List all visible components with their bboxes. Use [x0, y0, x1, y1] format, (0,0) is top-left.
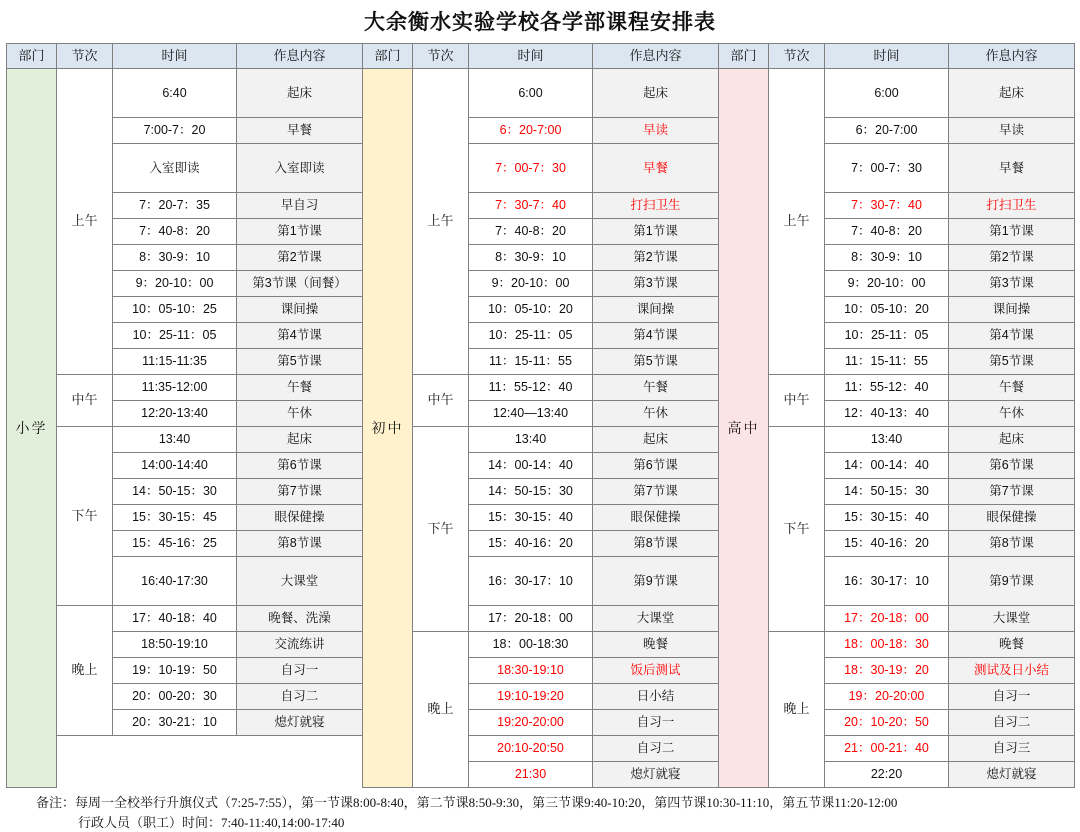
time-cell: 14：00-14：40 [469, 453, 593, 479]
content-cell: 自习一 [949, 684, 1075, 710]
time-cell: 19：10-19：50 [113, 658, 237, 684]
table-row [7, 193, 1075, 219]
content-cell: 第4节课 [593, 323, 719, 349]
time-cell: 7：00-7：30 [469, 144, 593, 193]
notes-line-2: 行政人员（职工）时间：7:40-11:40,14:00-17:40 [36, 813, 1074, 832]
content-cell: 第4节课 [237, 323, 363, 349]
time-cell: 7：30-7：40 [469, 193, 593, 219]
time-cell: 11:35-12:00 [113, 375, 237, 401]
table-header [7, 44, 1075, 69]
header-time-primary: 时间 [113, 44, 237, 69]
table-row [7, 736, 1075, 762]
content-cell: 熄灯就寝 [949, 762, 1075, 788]
content-cell: 自习二 [237, 684, 363, 710]
time-cell: 18:50-19:10 [113, 632, 237, 658]
content-cell: 自习二 [949, 710, 1075, 736]
time-cell: 17：20-18：00 [469, 606, 593, 632]
header-dept-middle: 部门 [363, 44, 413, 69]
content-cell: 第9节课 [949, 557, 1075, 606]
time-cell: 13:40 [825, 427, 949, 453]
time-cell: 21：00-21：40 [825, 736, 949, 762]
period-cell: 上午 [769, 69, 825, 375]
time-cell: 17：20-18：00 [825, 606, 949, 632]
time-cell: 14：00-14：40 [825, 453, 949, 479]
content-cell: 午餐 [237, 375, 363, 401]
content-cell: 第2节课 [237, 245, 363, 271]
table-row [7, 453, 1075, 479]
time-cell: 6:00 [469, 69, 593, 118]
content-cell: 熄灯就寝 [593, 762, 719, 788]
time-cell: 入室即读 [113, 144, 237, 193]
time-cell: 22:20 [825, 762, 949, 788]
content-cell: 午休 [237, 401, 363, 427]
time-cell: 7:00-7：20 [113, 118, 237, 144]
content-cell: 晚餐 [949, 632, 1075, 658]
time-cell: 10：25-11：05 [469, 323, 593, 349]
time-cell: 10：05-10：20 [469, 297, 593, 323]
table-row [7, 710, 1075, 736]
time-cell: 8：30-9：10 [113, 245, 237, 271]
dept-label: 初中 [372, 420, 404, 436]
content-cell: 熄灯就寝 [237, 710, 363, 736]
content-cell: 第6节课 [593, 453, 719, 479]
time-cell: 20：00-20：30 [113, 684, 237, 710]
time-cell: 15：30-15：45 [113, 505, 237, 531]
content-cell: 眼保健操 [593, 505, 719, 531]
time-cell: 9：20-10：00 [469, 271, 593, 297]
content-cell: 早自习 [237, 193, 363, 219]
time-cell: 10：05-10：20 [825, 297, 949, 323]
period-cell: 下午 [413, 427, 469, 632]
time-cell: 11：15-11：55 [469, 349, 593, 375]
content-cell: 第3节课 [949, 271, 1075, 297]
content-cell: 课间操 [949, 297, 1075, 323]
header-row [7, 44, 1075, 69]
table-row [7, 531, 1075, 557]
period-cell: 下午 [57, 427, 113, 606]
content-cell: 第2节课 [593, 245, 719, 271]
content-cell: 第6节课 [949, 453, 1075, 479]
time-cell: 15：30-15：40 [825, 505, 949, 531]
dept-label: 高中 [728, 420, 760, 436]
period-cell: 中午 [769, 375, 825, 427]
content-cell: 眼保健操 [237, 505, 363, 531]
content-cell: 第1节课 [593, 219, 719, 245]
time-cell: 12：40-13：40 [825, 401, 949, 427]
time-cell: 12:20-13:40 [113, 401, 237, 427]
schedule-table [6, 43, 1075, 788]
time-cell: 6：20-7:00 [825, 118, 949, 144]
time-cell: 10：05-10：25 [113, 297, 237, 323]
time-cell: 11：15-11：55 [825, 349, 949, 375]
table-row [7, 144, 1075, 193]
content-cell: 课间操 [593, 297, 719, 323]
time-cell: 21:30 [469, 762, 593, 788]
table-row [7, 118, 1075, 144]
time-cell: 18：30-19：20 [825, 658, 949, 684]
content-cell: 起床 [593, 427, 719, 453]
table-row [7, 427, 1075, 453]
time-cell: 6:00 [825, 69, 949, 118]
content-cell: 自习三 [949, 736, 1075, 762]
header-period-high: 节次 [769, 44, 825, 69]
content-cell: 日小结 [593, 684, 719, 710]
time-cell: 13:40 [113, 427, 237, 453]
content-cell: 午餐 [593, 375, 719, 401]
content-cell: 早餐 [593, 144, 719, 193]
dept-cell [363, 69, 413, 788]
content-cell: 第7节课 [949, 479, 1075, 505]
content-cell: 大课堂 [593, 606, 719, 632]
time-cell: 6：20-7:00 [469, 118, 593, 144]
content-cell: 交流练讲 [237, 632, 363, 658]
content-cell: 第3节课（间餐） [237, 271, 363, 297]
table-row [7, 349, 1075, 375]
content-cell: 第8节课 [593, 531, 719, 557]
table-row [7, 479, 1075, 505]
time-cell: 15：40-16：20 [469, 531, 593, 557]
time-cell: 11：55-12：40 [825, 375, 949, 401]
time-cell: 9：20-10：00 [825, 271, 949, 297]
period-cell: 中午 [413, 375, 469, 427]
table-row [7, 245, 1075, 271]
content-cell: 第3节课 [593, 271, 719, 297]
content-cell: 第9节课 [593, 557, 719, 606]
content-cell: 第5节课 [949, 349, 1075, 375]
header-content-primary: 作息内容 [237, 44, 363, 69]
time-cell: 15：45-16：25 [113, 531, 237, 557]
content-cell: 第4节课 [949, 323, 1075, 349]
time-cell: 15：30-15：40 [469, 505, 593, 531]
content-cell: 第7节课 [237, 479, 363, 505]
time-cell: 18:30-19:10 [469, 658, 593, 684]
dept-cell [7, 69, 57, 788]
content-cell: 午休 [949, 401, 1075, 427]
content-cell: 课间操 [237, 297, 363, 323]
time-cell: 11：55-12：40 [469, 375, 593, 401]
period-cell: 上午 [57, 69, 113, 375]
content-cell: 第5节课 [237, 349, 363, 375]
content-cell: 起床 [949, 69, 1075, 118]
table-row [7, 297, 1075, 323]
time-cell: 14：50-15：30 [469, 479, 593, 505]
time-cell: 18：00-18:30 [469, 632, 593, 658]
header-content-high: 作息内容 [949, 44, 1075, 69]
empty-cell [57, 736, 363, 762]
content-cell: 第8节课 [949, 531, 1075, 557]
content-cell: 入室即读 [237, 144, 363, 193]
table-row [7, 69, 1075, 118]
time-cell: 19：20-20:00 [825, 684, 949, 710]
header-time-high: 时间 [825, 44, 949, 69]
content-cell: 打扫卫生 [593, 193, 719, 219]
content-cell: 自习一 [237, 658, 363, 684]
time-cell: 15：40-16：20 [825, 531, 949, 557]
content-cell: 打扫卫生 [949, 193, 1075, 219]
content-cell: 大课堂 [237, 557, 363, 606]
content-cell: 早读 [949, 118, 1075, 144]
time-cell: 14：50-15：30 [825, 479, 949, 505]
table-row [7, 684, 1075, 710]
time-cell: 10：25-11：05 [825, 323, 949, 349]
period-cell: 上午 [413, 69, 469, 375]
content-cell: 第5节课 [593, 349, 719, 375]
time-cell: 16：30-17：10 [469, 557, 593, 606]
dept-label: 小学 [16, 420, 48, 436]
time-cell: 10：25-11：05 [113, 323, 237, 349]
time-cell: 6:40 [113, 69, 237, 118]
time-cell: 20：10-20：50 [825, 710, 949, 736]
time-cell: 7：40-8：20 [113, 219, 237, 245]
time-cell: 8：30-9：10 [469, 245, 593, 271]
table-row [7, 323, 1075, 349]
content-cell: 起床 [237, 69, 363, 118]
time-cell: 13:40 [469, 427, 593, 453]
content-cell: 自习二 [593, 736, 719, 762]
notes-line-1: 备注：每周一全校举行升旗仪式（7:25-7:55），第一节课8:00-8:40，第二节课8:50-9:30，第三节课9:40-10:20，第四节课10:30-11:10，第五节课11:20-12:00 [36, 793, 1074, 813]
content-cell: 起床 [593, 69, 719, 118]
table-row [7, 375, 1075, 401]
table-row [7, 557, 1075, 606]
time-cell: 8：30-9：10 [825, 245, 949, 271]
time-cell: 14:00-14:40 [113, 453, 237, 479]
header-content-middle: 作息内容 [593, 44, 719, 69]
period-cell: 晚上 [769, 632, 825, 788]
table-row [7, 219, 1075, 245]
content-cell: 第2节课 [949, 245, 1075, 271]
table-row [7, 271, 1075, 297]
time-cell: 17：40-18：40 [113, 606, 237, 632]
header-dept-high: 部门 [719, 44, 769, 69]
content-cell: 早餐 [949, 144, 1075, 193]
time-cell: 19:20-20:00 [469, 710, 593, 736]
period-cell: 下午 [769, 427, 825, 632]
notes-block [6, 793, 1074, 832]
time-cell: 14：50-15：30 [113, 479, 237, 505]
content-cell: 饭后测试 [593, 658, 719, 684]
table-row [7, 606, 1075, 632]
table-row [7, 632, 1075, 658]
content-cell: 第1节课 [949, 219, 1075, 245]
table-row [7, 658, 1075, 684]
time-cell: 16:40-17:30 [113, 557, 237, 606]
content-cell: 测试及日小结 [949, 658, 1075, 684]
table-row [7, 505, 1075, 531]
time-cell: 11:15-11:35 [113, 349, 237, 375]
period-cell: 中午 [57, 375, 113, 427]
content-cell: 午休 [593, 401, 719, 427]
content-cell: 早餐 [237, 118, 363, 144]
content-cell: 午餐 [949, 375, 1075, 401]
content-cell: 第7节课 [593, 479, 719, 505]
table-body [7, 69, 1075, 788]
time-cell: 20：30-21：10 [113, 710, 237, 736]
time-cell: 7：40-8：20 [469, 219, 593, 245]
time-cell: 7：30-7：40 [825, 193, 949, 219]
time-cell: 20:10-20:50 [469, 736, 593, 762]
time-cell: 16：30-17：10 [825, 557, 949, 606]
header-time-middle: 时间 [469, 44, 593, 69]
time-cell: 9：20-10：00 [113, 271, 237, 297]
period-cell: 晚上 [57, 606, 113, 736]
content-cell: 晚餐 [593, 632, 719, 658]
time-cell: 12:40—13:40 [469, 401, 593, 427]
content-cell: 早读 [593, 118, 719, 144]
time-cell: 7：20-7：35 [113, 193, 237, 219]
time-cell: 7：00-7：30 [825, 144, 949, 193]
time-cell: 19:10-19:20 [469, 684, 593, 710]
header-period-primary: 节次 [57, 44, 113, 69]
dept-cell [719, 69, 769, 788]
time-cell: 7：40-8：20 [825, 219, 949, 245]
content-cell: 起床 [949, 427, 1075, 453]
period-cell: 晚上 [413, 632, 469, 788]
content-cell: 第8节课 [237, 531, 363, 557]
content-cell: 大课堂 [949, 606, 1075, 632]
content-cell: 起床 [237, 427, 363, 453]
page-title: 大余衡水实验学校各学部课程安排表 [6, 0, 1074, 43]
table-row [7, 401, 1075, 427]
time-cell: 18：00-18：30 [825, 632, 949, 658]
content-cell: 第1节课 [237, 219, 363, 245]
content-cell: 晚餐、洗澡 [237, 606, 363, 632]
content-cell: 眼保健操 [949, 505, 1075, 531]
header-period-middle: 节次 [413, 44, 469, 69]
header-dept-primary: 部门 [7, 44, 57, 69]
content-cell: 第6节课 [237, 453, 363, 479]
content-cell: 自习一 [593, 710, 719, 736]
